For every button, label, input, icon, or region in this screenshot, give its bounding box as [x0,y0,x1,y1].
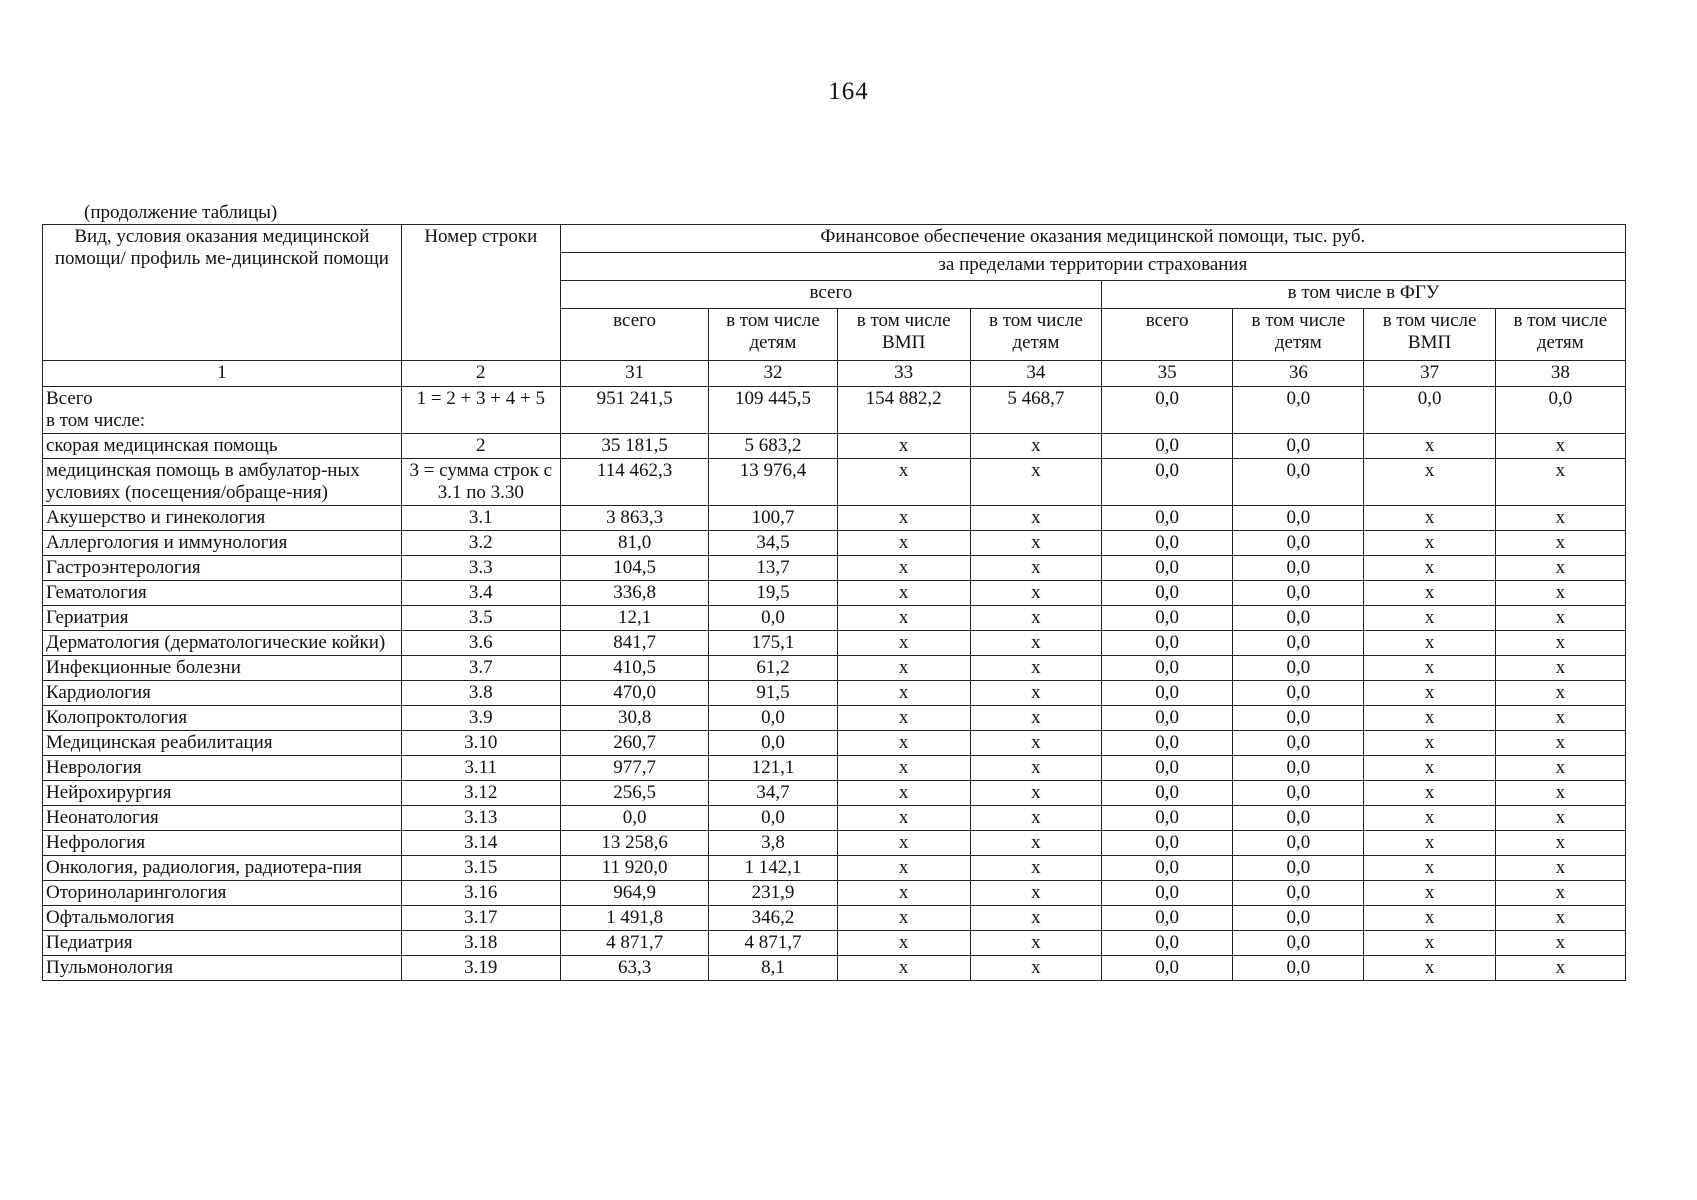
cell-value: х [1495,656,1625,681]
header-sub: всего [1102,309,1233,361]
cell-value: 0,0 [1364,387,1495,434]
row-number: 3.19 [401,956,560,981]
cell-value: 4 871,7 [560,931,709,956]
cell-value: 0,0 [1233,831,1364,856]
cell-value: х [1495,781,1625,806]
cell-value: 154 882,2 [837,387,970,434]
row-name: Колопроктология [43,706,402,731]
cell-value: 0,0 [709,606,837,631]
header-financing: Финансовое обеспечение оказания медицинской помощи, тыс. руб. [560,225,1625,253]
cell-value: 0,0 [1102,459,1233,506]
cell-value: 0,0 [1102,656,1233,681]
row-number: 1 = 2 + 3 + 4 + 5 [401,387,560,434]
table-row [43,806,1626,831]
cell-value: 0,0 [1233,881,1364,906]
cell-value: 3 863,3 [560,506,709,531]
cell-value: 0,0 [1102,906,1233,931]
table-row [43,459,1626,506]
cell-value: 5 468,7 [970,387,1101,434]
cell-value: х [1364,906,1495,931]
cell-value: х [970,681,1101,706]
cell-value: х [837,806,970,831]
cell-value: 336,8 [560,581,709,606]
row-number: 3.16 [401,881,560,906]
cell-value: 0,0 [1102,706,1233,731]
cell-value: 841,7 [560,631,709,656]
header-sub: в том числе детям [1495,309,1625,361]
cell-value: х [970,531,1101,556]
cell-value: 0,0 [1233,631,1364,656]
cell-value: 964,9 [560,881,709,906]
cell-value: 0,0 [1233,556,1364,581]
cell-value: х [1364,731,1495,756]
cell-value: 0,0 [709,706,837,731]
cell-value: х [1364,831,1495,856]
table-row [43,906,1626,931]
table-row [43,531,1626,556]
row-number: 3.13 [401,806,560,831]
cell-value: 0,0 [1102,806,1233,831]
cell-value: 951 241,5 [560,387,709,434]
cell-value: 34,7 [709,781,837,806]
header-sub: в том числе детям [709,309,837,361]
cell-value: 5 683,2 [709,434,837,459]
row-name: Неврология [43,756,402,781]
column-number: 35 [1102,361,1233,387]
cell-value: х [1364,506,1495,531]
table-row [43,656,1626,681]
cell-value: х [1364,581,1495,606]
header-fgu-group: в том числе в ФГУ [1102,281,1626,309]
cell-value: 0,0 [1233,506,1364,531]
row-name: Аллергология и иммунология [43,531,402,556]
row-number: 3.18 [401,931,560,956]
header-total-group: всего [560,281,1101,309]
cell-value: 0,0 [1102,681,1233,706]
cell-value: х [1495,434,1625,459]
cell-value: х [970,506,1101,531]
table-row [43,387,1626,434]
column-number: 38 [1495,361,1625,387]
header-row-number: Номер строки [401,225,560,361]
cell-value: х [970,706,1101,731]
cell-value: х [970,756,1101,781]
table-row [43,631,1626,656]
cell-value: 0,0 [1102,756,1233,781]
cell-value: 1 142,1 [709,856,837,881]
cell-value: х [1364,531,1495,556]
cell-value: 11 920,0 [560,856,709,881]
row-name: Онкология, радиология, радиотера-пия [43,856,402,881]
cell-value: х [1364,931,1495,956]
cell-value: 12,1 [560,606,709,631]
cell-value: 4 871,7 [709,931,837,956]
cell-value: 0,0 [1233,459,1364,506]
cell-value: х [970,856,1101,881]
cell-value: х [1364,781,1495,806]
cell-value: х [1364,556,1495,581]
cell-value: х [1495,856,1625,881]
cell-value: х [1364,681,1495,706]
cell-value: 977,7 [560,756,709,781]
cell-value: х [1364,756,1495,781]
table-row [43,706,1626,731]
cell-value: 8,1 [709,956,837,981]
cell-value: 100,7 [709,506,837,531]
row-number: 3.4 [401,581,560,606]
cell-value: х [1495,706,1625,731]
row-name: Пульмонология [43,956,402,981]
table-row [43,756,1626,781]
cell-value: х [837,881,970,906]
cell-value: х [970,606,1101,631]
cell-value: 0,0 [1102,556,1233,581]
cell-value: х [837,706,970,731]
column-number: 2 [401,361,560,387]
table-row [43,856,1626,881]
cell-value: 34,5 [709,531,837,556]
cell-value: х [1364,956,1495,981]
cell-value: х [1364,656,1495,681]
cell-value: 0,0 [1495,387,1625,434]
cell-value: 0,0 [1102,856,1233,881]
column-number: 33 [837,361,970,387]
table-row [43,731,1626,756]
row-number: 3.1 [401,506,560,531]
cell-value: х [1495,531,1625,556]
cell-value: х [837,506,970,531]
cell-value: х [1364,706,1495,731]
table-row [43,556,1626,581]
cell-value: х [837,434,970,459]
cell-value: х [970,831,1101,856]
row-number: 3.2 [401,531,560,556]
cell-value: х [837,856,970,881]
cell-value: 0,0 [1233,856,1364,881]
column-number: 32 [709,361,837,387]
cell-value: 0,0 [1102,434,1233,459]
cell-value: 3,8 [709,831,837,856]
row-number: 3.7 [401,656,560,681]
cell-value: х [837,681,970,706]
cell-value: х [837,531,970,556]
cell-value: х [1495,606,1625,631]
row-name: скорая медицинская помощь [43,434,402,459]
column-number: 34 [970,361,1101,387]
row-number: 3 = сумма строк с 3.1 по 3.30 [401,459,560,506]
row-name: Кардиология [43,681,402,706]
row-name: Дерматология (дерматологические койки) [43,631,402,656]
table-row [43,881,1626,906]
row-name: Офтальмология [43,906,402,931]
cell-value: х [970,434,1101,459]
cell-value: х [1495,556,1625,581]
cell-value: 0,0 [1102,881,1233,906]
row-name: Гериатрия [43,606,402,631]
cell-value: 13 976,4 [709,459,837,506]
table-row [43,781,1626,806]
table-row [43,434,1626,459]
cell-value: х [1495,731,1625,756]
cell-value: 0,0 [1102,506,1233,531]
cell-value: 0,0 [1233,906,1364,931]
cell-value: х [1495,681,1625,706]
cell-value: х [837,656,970,681]
page-number: 164 [828,78,869,105]
row-number: 3.14 [401,831,560,856]
cell-value: 0,0 [1102,387,1233,434]
cell-value: 35 181,5 [560,434,709,459]
row-name: Оториноларингология [43,881,402,906]
row-name: Медицинская реабилитация [43,731,402,756]
cell-value: х [837,581,970,606]
continuation-note: (продолжение таблицы) [84,202,278,223]
column-number: 36 [1233,361,1364,387]
cell-value: х [837,556,970,581]
row-number: 3.15 [401,856,560,881]
cell-value: х [837,931,970,956]
cell-value: 0,0 [1233,434,1364,459]
cell-value: х [837,781,970,806]
cell-value: 114 462,3 [560,459,709,506]
cell-value: 0,0 [560,806,709,831]
cell-value: х [970,631,1101,656]
cell-value: 0,0 [1102,731,1233,756]
cell-value: 470,0 [560,681,709,706]
cell-value: 109 445,5 [709,387,837,434]
cell-value: 104,5 [560,556,709,581]
cell-value: 0,0 [1233,806,1364,831]
header-sub: в том числе детям [1233,309,1364,361]
cell-value: 260,7 [560,731,709,756]
cell-value: х [1495,581,1625,606]
cell-value: х [1364,856,1495,881]
table-row [43,956,1626,981]
row-name: Нефрология [43,831,402,856]
cell-value: х [837,906,970,931]
row-name: Педиатрия [43,931,402,956]
cell-value: х [970,656,1101,681]
cell-value: х [1495,756,1625,781]
cell-value: х [1495,906,1625,931]
row-name: Неонатология [43,806,402,831]
cell-value: 0,0 [1233,706,1364,731]
row-name: Гематология [43,581,402,606]
cell-value: 256,5 [560,781,709,806]
cell-value: 346,2 [709,906,837,931]
row-number: 3.12 [401,781,560,806]
row-number: 2 [401,434,560,459]
cell-value: х [837,956,970,981]
row-name: медицинская помощь в амбулатор-ных условиях (посещения/обраще-ния) [43,459,402,506]
column-number: 31 [560,361,709,387]
table-row [43,831,1626,856]
cell-value: х [970,956,1101,981]
cell-value: х [1495,631,1625,656]
cell-value: х [837,631,970,656]
cell-value: 121,1 [709,756,837,781]
row-number: 3.9 [401,706,560,731]
cell-value: 231,9 [709,881,837,906]
table-row [43,606,1626,631]
cell-value: 0,0 [1233,581,1364,606]
cell-value: 0,0 [1102,781,1233,806]
cell-value: х [837,731,970,756]
row-name: Гастроэнтерология [43,556,402,581]
cell-value: 0,0 [1102,631,1233,656]
cell-value: 0,0 [709,806,837,831]
cell-value: х [1364,459,1495,506]
cell-value: х [1364,631,1495,656]
cell-value: х [1364,606,1495,631]
cell-value: х [1495,881,1625,906]
row-name: Нейрохирургия [43,781,402,806]
cell-value: х [1495,956,1625,981]
cell-value: 13 258,6 [560,831,709,856]
cell-value: 0,0 [1233,531,1364,556]
cell-value: 175,1 [709,631,837,656]
row-number: 3.3 [401,556,560,581]
cell-value: х [1495,806,1625,831]
cell-value: 0,0 [1233,781,1364,806]
row-name: Всего в том числе: [43,387,402,434]
cell-value: 0,0 [1233,931,1364,956]
cell-value: х [837,459,970,506]
row-number: 3.10 [401,731,560,756]
cell-value: х [1364,881,1495,906]
cell-value: х [970,781,1101,806]
cell-value: х [970,806,1101,831]
cell-value: 13,7 [709,556,837,581]
cell-value: х [1495,506,1625,531]
cell-value: 0,0 [1233,956,1364,981]
cell-value: 63,3 [560,956,709,981]
cell-value: х [1364,434,1495,459]
cell-value: 410,5 [560,656,709,681]
cell-value: 0,0 [1102,581,1233,606]
header-type: Вид, условия оказания медицинской помощи/ профиль ме-дицинской помощи [43,225,402,361]
cell-value: х [1495,831,1625,856]
cell-value: х [837,756,970,781]
cell-value: 0,0 [1233,756,1364,781]
cell-value: 0,0 [1102,831,1233,856]
table-row [43,581,1626,606]
financing-table [42,224,1626,981]
header-sub: в том числе детям [970,309,1101,361]
cell-value: 0,0 [1102,956,1233,981]
cell-value: 19,5 [709,581,837,606]
row-name: Акушерство и гинекология [43,506,402,531]
cell-value: 0,0 [1102,531,1233,556]
column-number: 1 [43,361,402,387]
cell-value: 0,0 [1233,681,1364,706]
header-outside-territory: за пределами территории страхования [560,253,1625,281]
header-sub: в том числе ВМП [837,309,970,361]
header-sub: всего [560,309,709,361]
cell-value: х [837,606,970,631]
cell-value: х [970,556,1101,581]
cell-value: 0,0 [1102,931,1233,956]
row-number: 3.8 [401,681,560,706]
cell-value: х [970,731,1101,756]
table-row [43,681,1626,706]
cell-value: х [970,906,1101,931]
table-row [43,931,1626,956]
header-sub: в том числе ВМП [1364,309,1495,361]
column-number: 37 [1364,361,1495,387]
row-name: Инфекционные болезни [43,656,402,681]
row-number: 3.5 [401,606,560,631]
cell-value: 0,0 [1233,731,1364,756]
cell-value: 0,0 [1233,656,1364,681]
cell-value: 81,0 [560,531,709,556]
cell-value: х [970,459,1101,506]
cell-value: 91,5 [709,681,837,706]
cell-value: 0,0 [1233,387,1364,434]
cell-value: х [970,931,1101,956]
row-number: 3.17 [401,906,560,931]
cell-value: 0,0 [1233,606,1364,631]
cell-value: 61,2 [709,656,837,681]
cell-value: 30,8 [560,706,709,731]
cell-value: х [837,831,970,856]
row-number: 3.11 [401,756,560,781]
cell-value: х [1364,806,1495,831]
cell-value: х [970,581,1101,606]
table-row [43,506,1626,531]
cell-value: 0,0 [1102,606,1233,631]
cell-value: х [970,881,1101,906]
cell-value: х [1495,459,1625,506]
cell-value: 1 491,8 [560,906,709,931]
cell-value: х [1495,931,1625,956]
cell-value: 0,0 [709,731,837,756]
row-number: 3.6 [401,631,560,656]
